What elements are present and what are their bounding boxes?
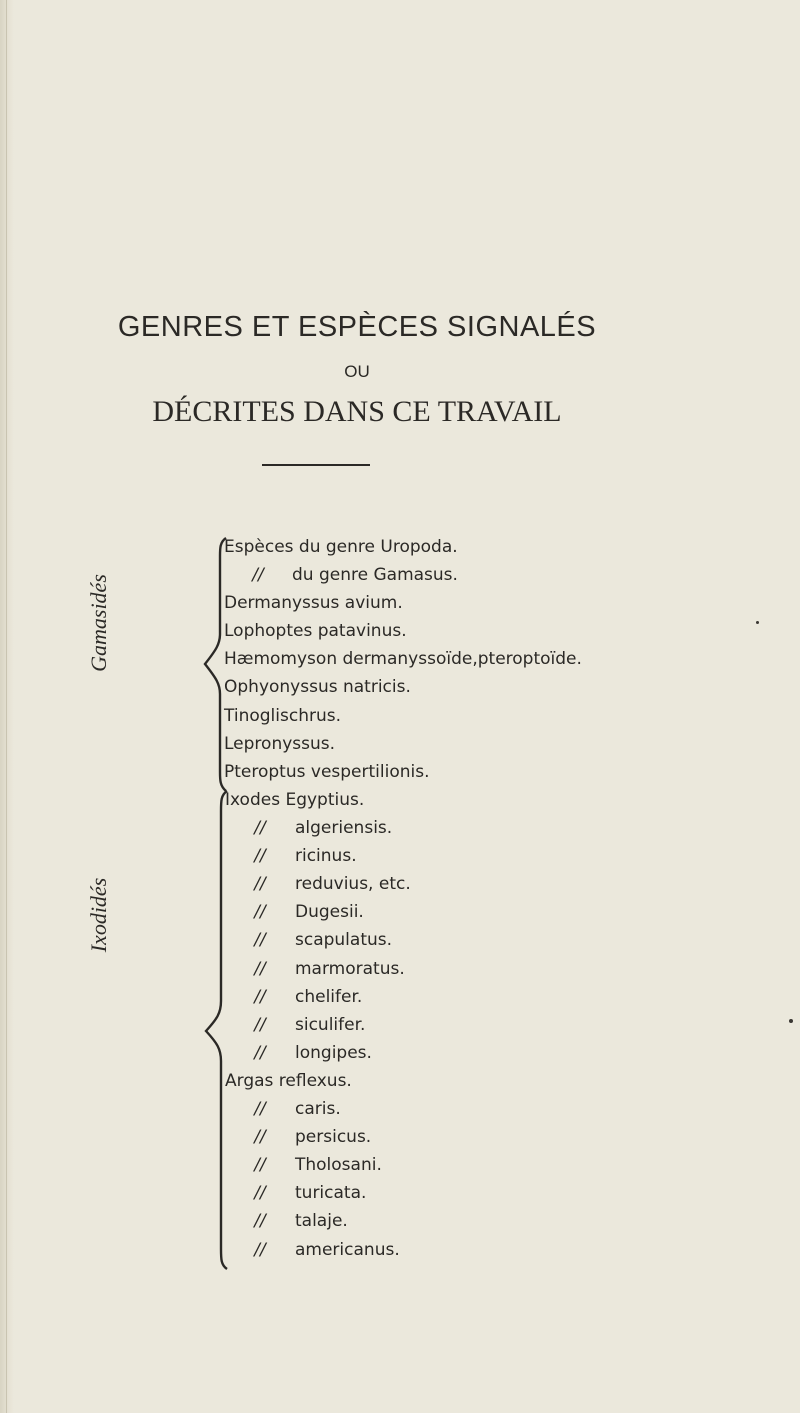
ditto-mark: // — [254, 1211, 266, 1232]
list-item: // ricinus. — [225, 842, 411, 870]
ditto-mark: // — [254, 1127, 266, 1148]
heading-line-2: DÉCRITES DANS CE TRAVAIL — [152, 395, 562, 428]
ditto-mark: // — [254, 986, 266, 1007]
list-item: // reduvius, etc. — [225, 870, 411, 898]
list-item: // algeriensis. — [225, 814, 411, 842]
page-speck — [789, 1019, 793, 1023]
list-item: // du genre Gamasus. — [224, 561, 582, 589]
page-binding-line — [6, 0, 7, 1413]
list-item: // marmoratus. — [225, 955, 411, 983]
list-item: // caris. — [225, 1095, 411, 1123]
ditto-mark: // — [254, 1183, 266, 1204]
ditto-mark: // — [254, 1099, 266, 1120]
list-item: // longipes. — [225, 1039, 411, 1067]
list-item: // persicus. — [225, 1123, 411, 1151]
page-binding-edge — [0, 0, 14, 1413]
list-item: Pteroptus vespertilionis. — [224, 761, 430, 782]
ditto-mark: // — [254, 1042, 266, 1063]
ditto-mark: // — [252, 565, 264, 586]
list-item: // siculifer. — [225, 1011, 411, 1039]
list-item: Tinoglischrus. — [224, 705, 341, 726]
species-list-gamasides — [224, 533, 582, 786]
heading-rule — [262, 464, 370, 466]
group-label-ixodides: Ixodidés — [86, 877, 111, 953]
list-item: Dermanyssus avium. — [224, 593, 403, 614]
ditto-mark: // — [254, 902, 266, 923]
page-speck — [756, 621, 759, 624]
list-item: Ophyonyssus natricis. — [224, 677, 411, 698]
group-label-gamasides: Gamasidés — [86, 574, 111, 672]
ditto-mark: // — [254, 1155, 266, 1176]
list-item: Hæmomyson dermanyssoïde,pteroptoïde. — [224, 649, 582, 670]
list-item: Espèces du genre Uropoda. — [224, 537, 458, 557]
list-item: Argas reflexus. — [225, 1070, 352, 1091]
list-item: Lophoptes patavinus. — [224, 621, 407, 642]
list-item: // Dugesii. — [225, 898, 411, 926]
ditto-mark: // — [254, 846, 266, 867]
list-item: Ixodes Egyptius. — [225, 790, 365, 810]
heading-line-1: GENRES ET ESPÈCES SIGNALÉS — [117, 311, 597, 343]
ditto-mark: // — [254, 930, 266, 951]
list-item: // scapulatus. — [225, 926, 411, 954]
ditto-mark: // — [254, 1239, 266, 1260]
ditto-mark: // — [254, 958, 266, 979]
list-item: // turicata. — [225, 1179, 411, 1207]
ditto-mark: // — [254, 1014, 266, 1035]
ditto-mark: // — [254, 874, 266, 895]
list-item: // talaje. — [225, 1207, 411, 1235]
heading-conjunction: OU — [344, 362, 370, 381]
ditto-mark: // — [254, 818, 266, 839]
list-item: // chelifer. — [225, 983, 411, 1011]
species-list-ixodides — [225, 786, 411, 1264]
list-item: Lepronyssus. — [224, 733, 336, 754]
list-item: // Tholosani. — [225, 1151, 411, 1179]
list-item: // americanus. — [225, 1236, 411, 1264]
